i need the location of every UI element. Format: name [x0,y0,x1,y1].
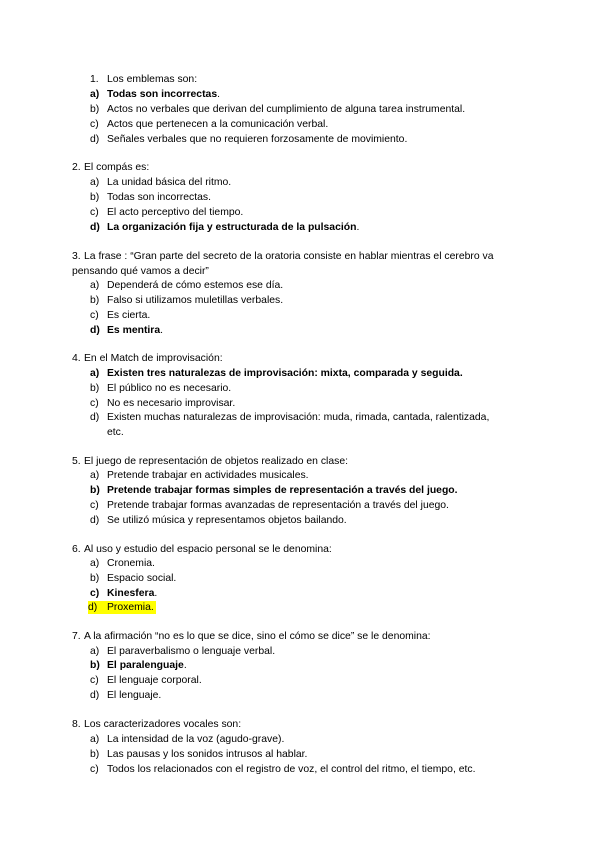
question-text: A la afirmación “no es lo que se dice, sino el cómo se dice” se le denomina: [84,631,431,642]
option-text: Todas son incorrectas [107,89,218,100]
option-label: a) [90,734,100,745]
option-label: b) [90,383,100,394]
option-text: Pretende trabajar formas avanzadas de representación a través del juego. [107,500,449,511]
option-label: a) [90,558,100,569]
option-text: Kinesfera [107,588,155,599]
option-suffix: . [217,89,220,100]
option-text: El paraverbalismo o lenguaje verbal. [107,646,276,657]
option-label: b) [90,104,100,115]
option-label: d) [90,134,100,145]
option-text-line-1: Existen muchas naturalezas de improvisación: muda, rimada, cantada, ralentizada, [107,412,490,423]
option-label: a) [90,280,100,291]
option-text: Proxemia. [107,602,154,613]
option-text: La unidad básica del ritmo. [107,177,232,188]
question-number: 7. [72,631,81,642]
question-text: Los emblemas son: [107,74,198,85]
option-text: Pretende trabajar en actividades musicales. [107,470,309,481]
option-text: Pretende trabajar formas simples de representación a través del juego. [107,485,458,496]
option-label: d) [88,602,98,613]
option-label: a) [90,646,100,657]
question-number: 3. [72,251,81,262]
option-d-correct [107,324,163,337]
option-label: d) [90,690,100,701]
option-text: El paralenguaje [107,660,184,671]
option-label: a) [90,368,100,379]
option-label: c) [90,119,99,130]
option-a-correct [107,88,220,101]
option-label: a) [90,470,100,481]
option-text: Todos los relacionados con el registro de voz, el control del ritmo, el tiempo, etc. [107,764,476,775]
option-label: c) [90,398,99,409]
option-suffix: . [160,325,164,336]
option-b-correct [107,659,187,672]
option-label: c) [90,588,100,599]
option-text: El acto perceptivo del tiempo. [107,207,244,218]
option-text: El lenguaje. [107,690,162,701]
question-text: El juego de representación de objetos realizado en clase: [84,456,348,467]
question-text-line-2: pensando qué vamos a decir” [72,266,209,277]
option-label: b) [90,749,100,760]
option-suffix: . [356,222,360,233]
option-suffix: . [183,660,187,671]
question-number: 1. [90,74,99,85]
option-text: Espacio social. [107,573,177,584]
option-d-correct [107,221,359,234]
option-label: a) [90,89,100,100]
option-text: El público no es necesario. [107,383,232,394]
option-label: c) [90,207,99,218]
option-label: c) [90,500,99,511]
option-label: b) [90,660,100,671]
option-suffix: . [154,588,158,599]
question-number: 2. [72,162,81,173]
option-label: b) [90,485,100,496]
option-text: El lenguaje corporal. [107,675,202,686]
option-text: La organización fija y estructurada de la pulsación [107,222,357,233]
question-text-line-1: La frase : “Gran parte del secreto de la oratoria consiste en hablar mientras el cerebro va [84,251,494,262]
option-text: Es cierta. [107,310,151,321]
option-text: No es necesario improvisar. [107,398,236,409]
option-text: Falso si utilizamos muletillas verbales. [107,295,284,306]
option-text: Señales verbales que no requieren forzosamente de movimiento. [107,134,408,145]
option-text: Se utilizó música y representamos objetos bailando. [107,515,347,526]
option-text: Las pausas y los sonidos intrusos al hablar. [107,749,308,760]
option-text: Es mentira [107,325,161,336]
option-text: Existen tres naturalezas de improvisación: mixta, comparada y seguida. [107,368,463,379]
question-text: En el Match de improvisación: [84,353,223,364]
question-number: 8. [72,719,81,730]
option-c-correct [107,587,157,600]
option-label: b) [90,192,100,203]
option-label: d) [90,515,100,526]
question-text: Los caracterizadores vocales son: [84,719,242,730]
option-label: d) [90,325,100,336]
option-text: Actos que pertenecen a la comunicación verbal. [107,119,329,130]
option-text: Dependerá de cómo estemos ese día. [107,280,284,291]
question-number: 6. [72,544,81,555]
question-number: 5. [72,456,81,467]
option-label: d) [90,222,100,233]
option-label: c) [90,764,99,775]
question-text: El compás es: [84,162,150,173]
option-label: c) [90,675,99,686]
option-text: Todas son incorrectas. [107,192,211,203]
option-text-line-2: etc. [107,427,124,438]
question-text: Al uso y estudio del espacio personal se le denomina: [84,544,332,555]
option-label: d) [90,412,100,423]
option-label: a) [90,177,100,188]
option-label: c) [90,310,99,321]
question-number: 4. [72,353,81,364]
option-text: Cronemia. [107,558,155,569]
option-label: b) [90,295,100,306]
option-label: b) [90,573,100,584]
option-text: Actos no verbales que derivan del cumplimiento de alguna tarea instrumental. [107,104,466,115]
option-text: La intensidad de la voz (agudo-grave). [107,734,285,745]
highlighted-option [88,601,156,614]
